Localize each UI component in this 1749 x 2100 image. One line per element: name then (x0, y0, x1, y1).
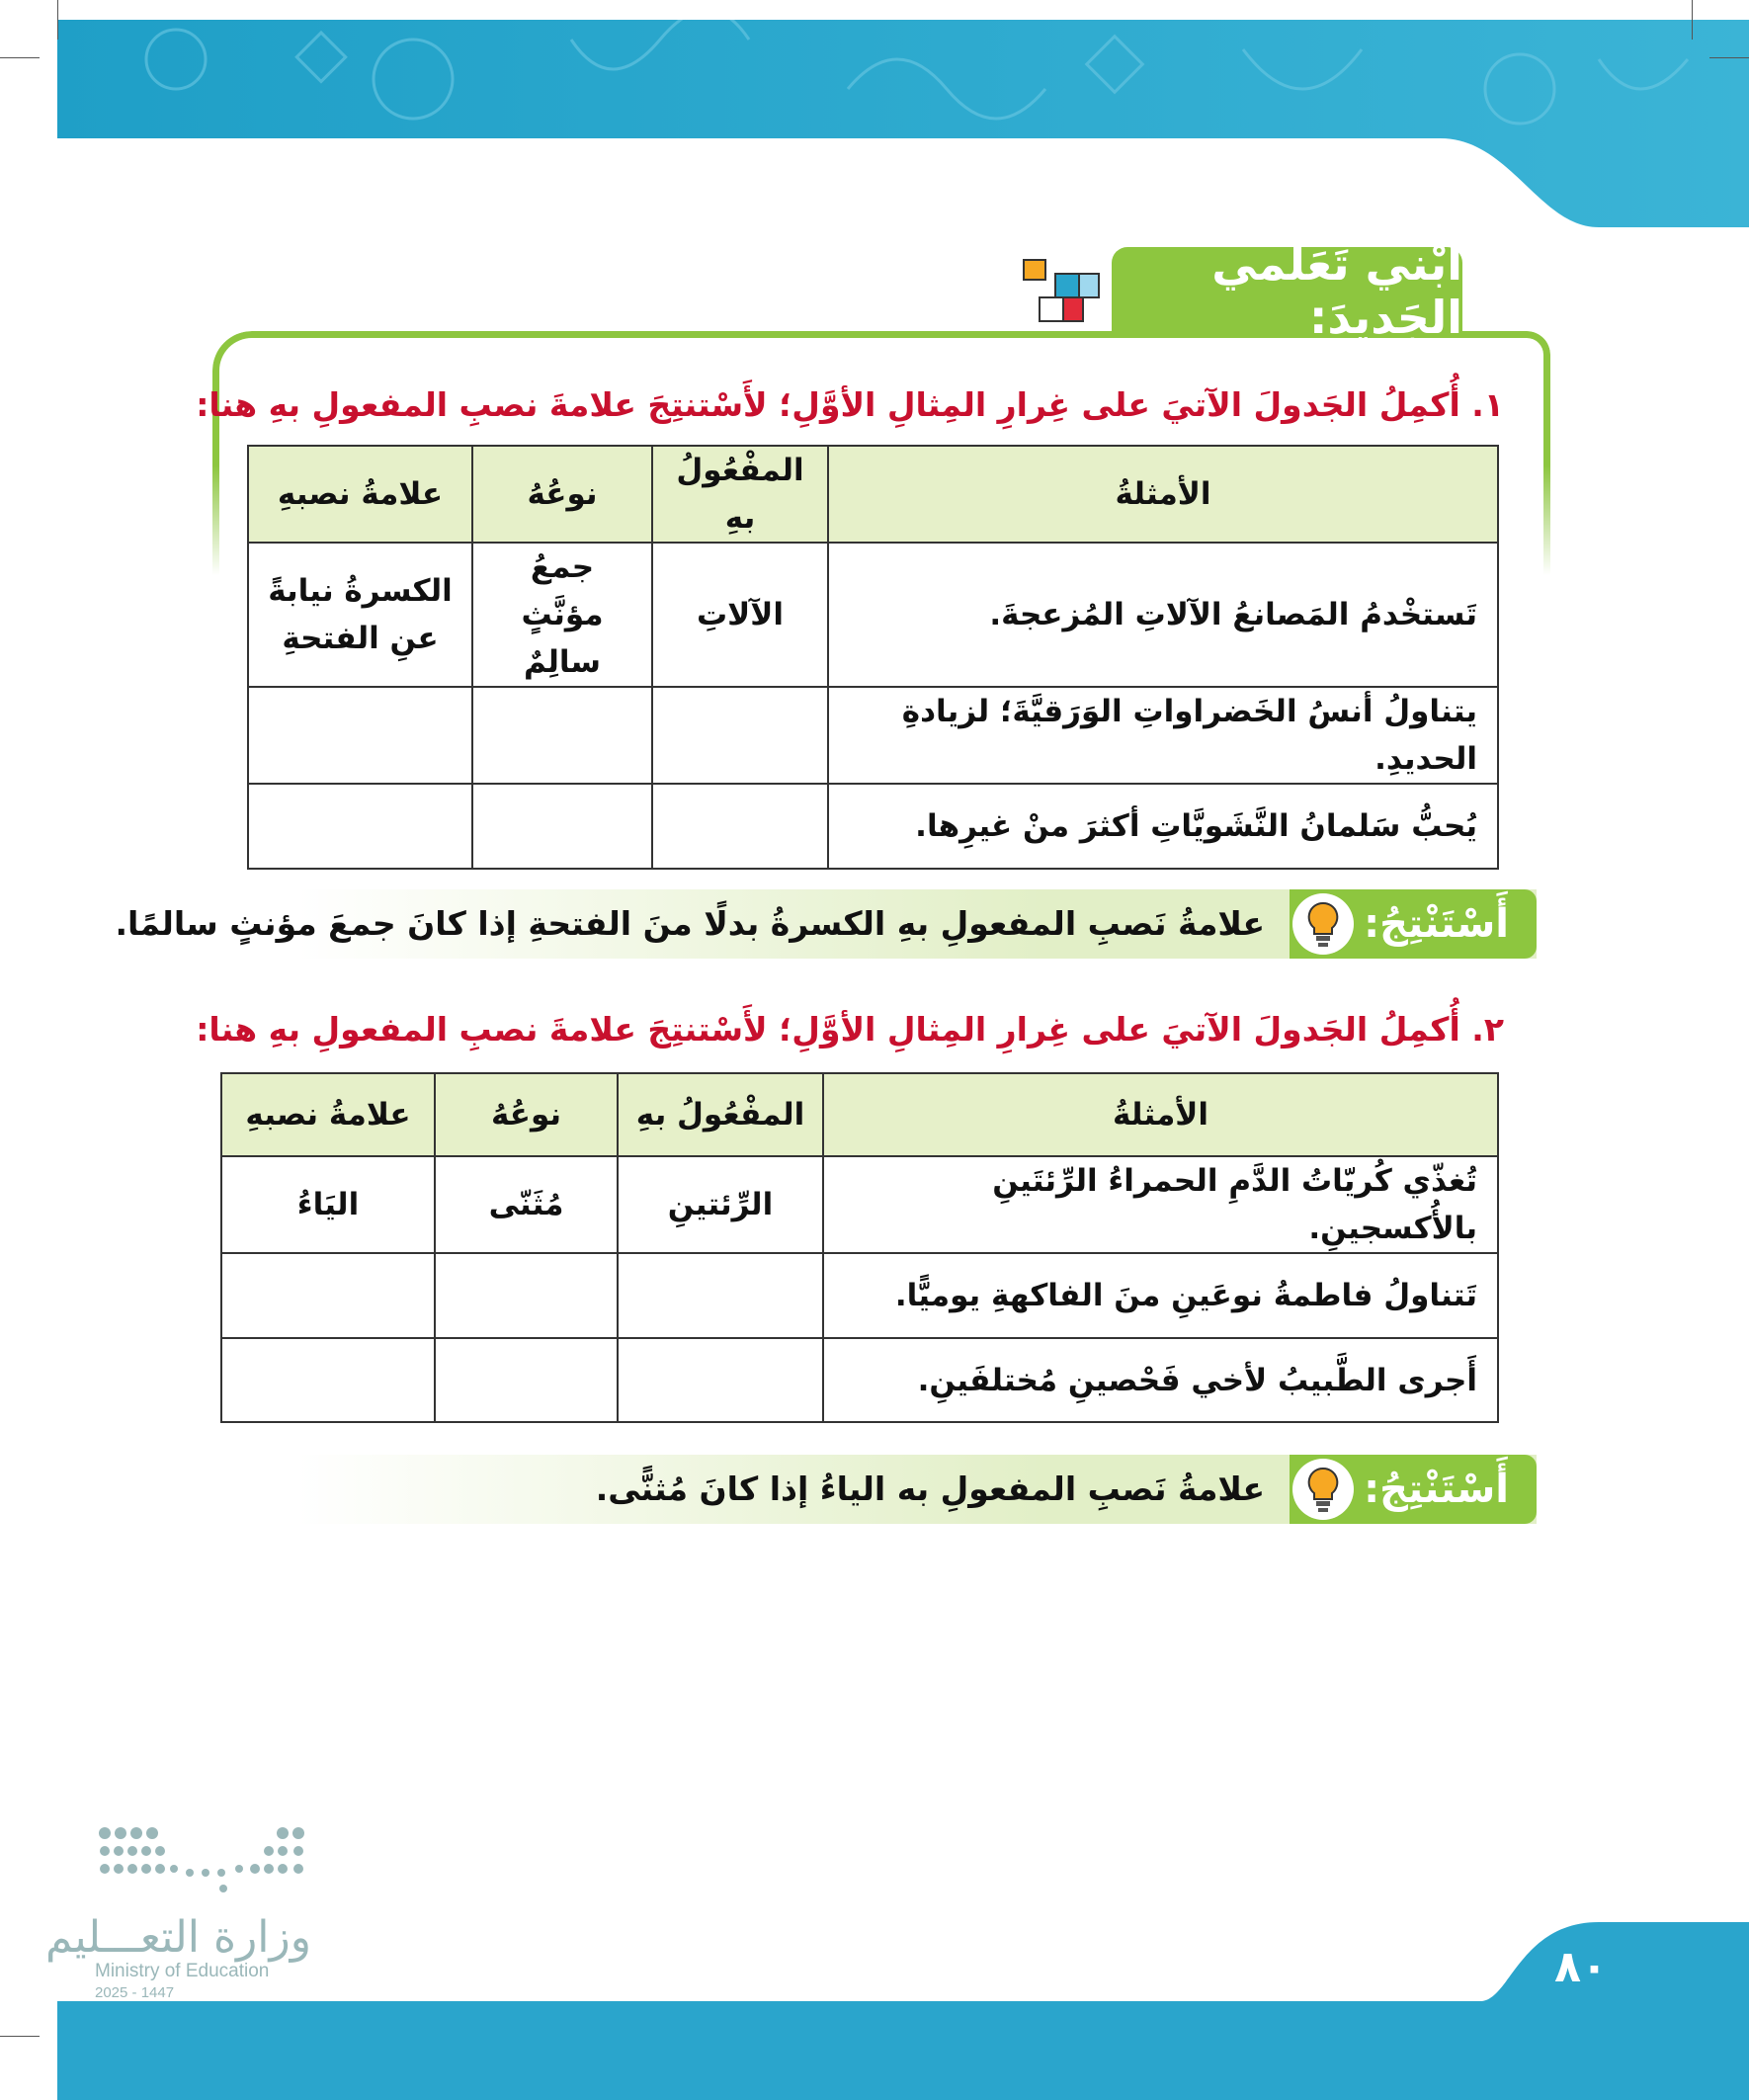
table-header-row (248, 446, 1498, 543)
type-cell: مُثَنّى (435, 1156, 618, 1253)
header-object: المفْعُولُ بهِ (618, 1073, 823, 1156)
conclusion-text: علامةُ نَصبِ المفعولِ بهِ الكسرةُ بدلًا منَ الفتحةِ إذا كانَ جمعَ مؤنثٍ سالمًا. (115, 904, 1265, 943)
exercise1-table (247, 445, 1499, 870)
object-cell: الآلاتِ (652, 543, 828, 687)
table-row (221, 1253, 1498, 1338)
table-row (221, 1156, 1498, 1253)
table-row (248, 543, 1498, 687)
top-banner (57, 20, 1749, 252)
example-cell: أَجرى الطَّبيبُ لأخي فَحْصينِ مُختلفَينِ. (823, 1338, 1498, 1422)
type-answer-cell[interactable] (435, 1338, 618, 1422)
lightbulb-icon (1292, 1459, 1354, 1520)
exercise2-instruction: ٢. أُكمِلُ الجَدولَ الآتيَ على غِرارِ المِثالِ الأوَّلِ؛ لأَسْتنتِجَ علامةَ نصبِ المفعولِ بهِ هنا: (196, 1010, 1504, 1049)
header-examples: الأمثلةُ (828, 446, 1498, 543)
conclusion-box-2 (296, 1455, 1537, 1524)
example-cell: تَستخْدمُ المَصانعُ الآلاتِ المُزعجةَ. (828, 543, 1498, 687)
mark-answer-cell[interactable] (221, 1338, 435, 1422)
object-answer-cell[interactable] (652, 687, 828, 784)
object-answer-cell[interactable] (618, 1253, 823, 1338)
crop-mark (57, 0, 58, 40)
header-mark: علامةُ نصبهِ (248, 446, 472, 543)
section-title: أَبْني تَعَلُّمي الجَديدَ: (1112, 247, 1462, 334)
cubes-icon (1016, 252, 1105, 326)
conclusion-text: علامةُ نَصبِ المفعولِ به الياءُ إذا كانَ مُثنًّى. (595, 1470, 1265, 1508)
table-header-row (221, 1073, 1498, 1156)
table-row (248, 687, 1498, 784)
example-cell: يتناولُ أنسُ الخَضراواتِ الوَرَقيَّةَ؛ لزيادةِ الحديدِ. (828, 687, 1498, 784)
object-answer-cell[interactable] (618, 1338, 823, 1422)
mark-answer-cell[interactable] (248, 687, 472, 784)
example-cell: تُغذّي كُريّاتُ الدَّمِ الحمراءُ الرِّئتَينِ بالأُكسجينِ. (823, 1156, 1498, 1253)
mark-cell: الكسرةُ نيابةً عنِ الفتحةِ (248, 543, 472, 687)
header-type: نوعُهُ (472, 446, 652, 543)
conclusion-label: أَسْتَنْتِجُ: (1290, 1455, 1537, 1524)
mark-cell: اليَاءُ (221, 1156, 435, 1253)
object-cell: الرِّئتينِ (618, 1156, 823, 1253)
table-row (248, 784, 1498, 869)
conclusion-label: أَسْتَنْتِجُ: (1290, 889, 1537, 959)
exercise2-table (220, 1072, 1499, 1423)
crop-mark (1692, 0, 1693, 40)
type-cell: جمعُ مؤنَّثٍ سالِمٌ (472, 543, 652, 687)
object-answer-cell[interactable] (652, 784, 828, 869)
example-cell: يُحبُّ سَلمانُ النَّشَويَّاتِ أكثرَ منْ غيرِها. (828, 784, 1498, 869)
bottom-bar (57, 1917, 1749, 2100)
page-number: ٨٠ (1554, 1942, 1608, 1992)
type-answer-cell[interactable] (472, 784, 652, 869)
ministry-name-arabic: وزارة التعـــليم (45, 1912, 311, 1963)
header-object: المفْعُولُ بهِ (652, 446, 828, 543)
mark-answer-cell[interactable] (248, 784, 472, 869)
example-cell: تَتناولُ فاطمةُ نوعَينِ منَ الفاكهةِ يوميًّا. (823, 1253, 1498, 1338)
lightbulb-icon (1292, 893, 1354, 955)
header-examples: الأمثلةُ (823, 1073, 1498, 1156)
exercise1-instruction: ١. أُكمِلُ الجَدولَ الآتيَ على غِرارِ المِثالِ الأوَّلِ؛ لأَسْتنتِجَ علامةَ نصبِ المفعولِ بهِ هنا: (196, 385, 1504, 424)
header-type: نوعُهُ (435, 1073, 618, 1156)
crop-mark (0, 2036, 40, 2037)
ministry-name-english: Ministry of Education (95, 1961, 270, 1981)
type-answer-cell[interactable] (435, 1253, 618, 1338)
mark-answer-cell[interactable] (221, 1253, 435, 1338)
header-mark: علامةُ نصبهِ (221, 1073, 435, 1156)
conclusion-box-1 (115, 889, 1537, 959)
crop-mark (0, 57, 40, 58)
type-answer-cell[interactable] (472, 687, 652, 784)
table-row (221, 1338, 1498, 1422)
crop-mark (1709, 57, 1749, 58)
ministry-logo-dots-icon (95, 1823, 312, 1902)
edition-year: 2025 - 1447 (95, 1984, 175, 2001)
